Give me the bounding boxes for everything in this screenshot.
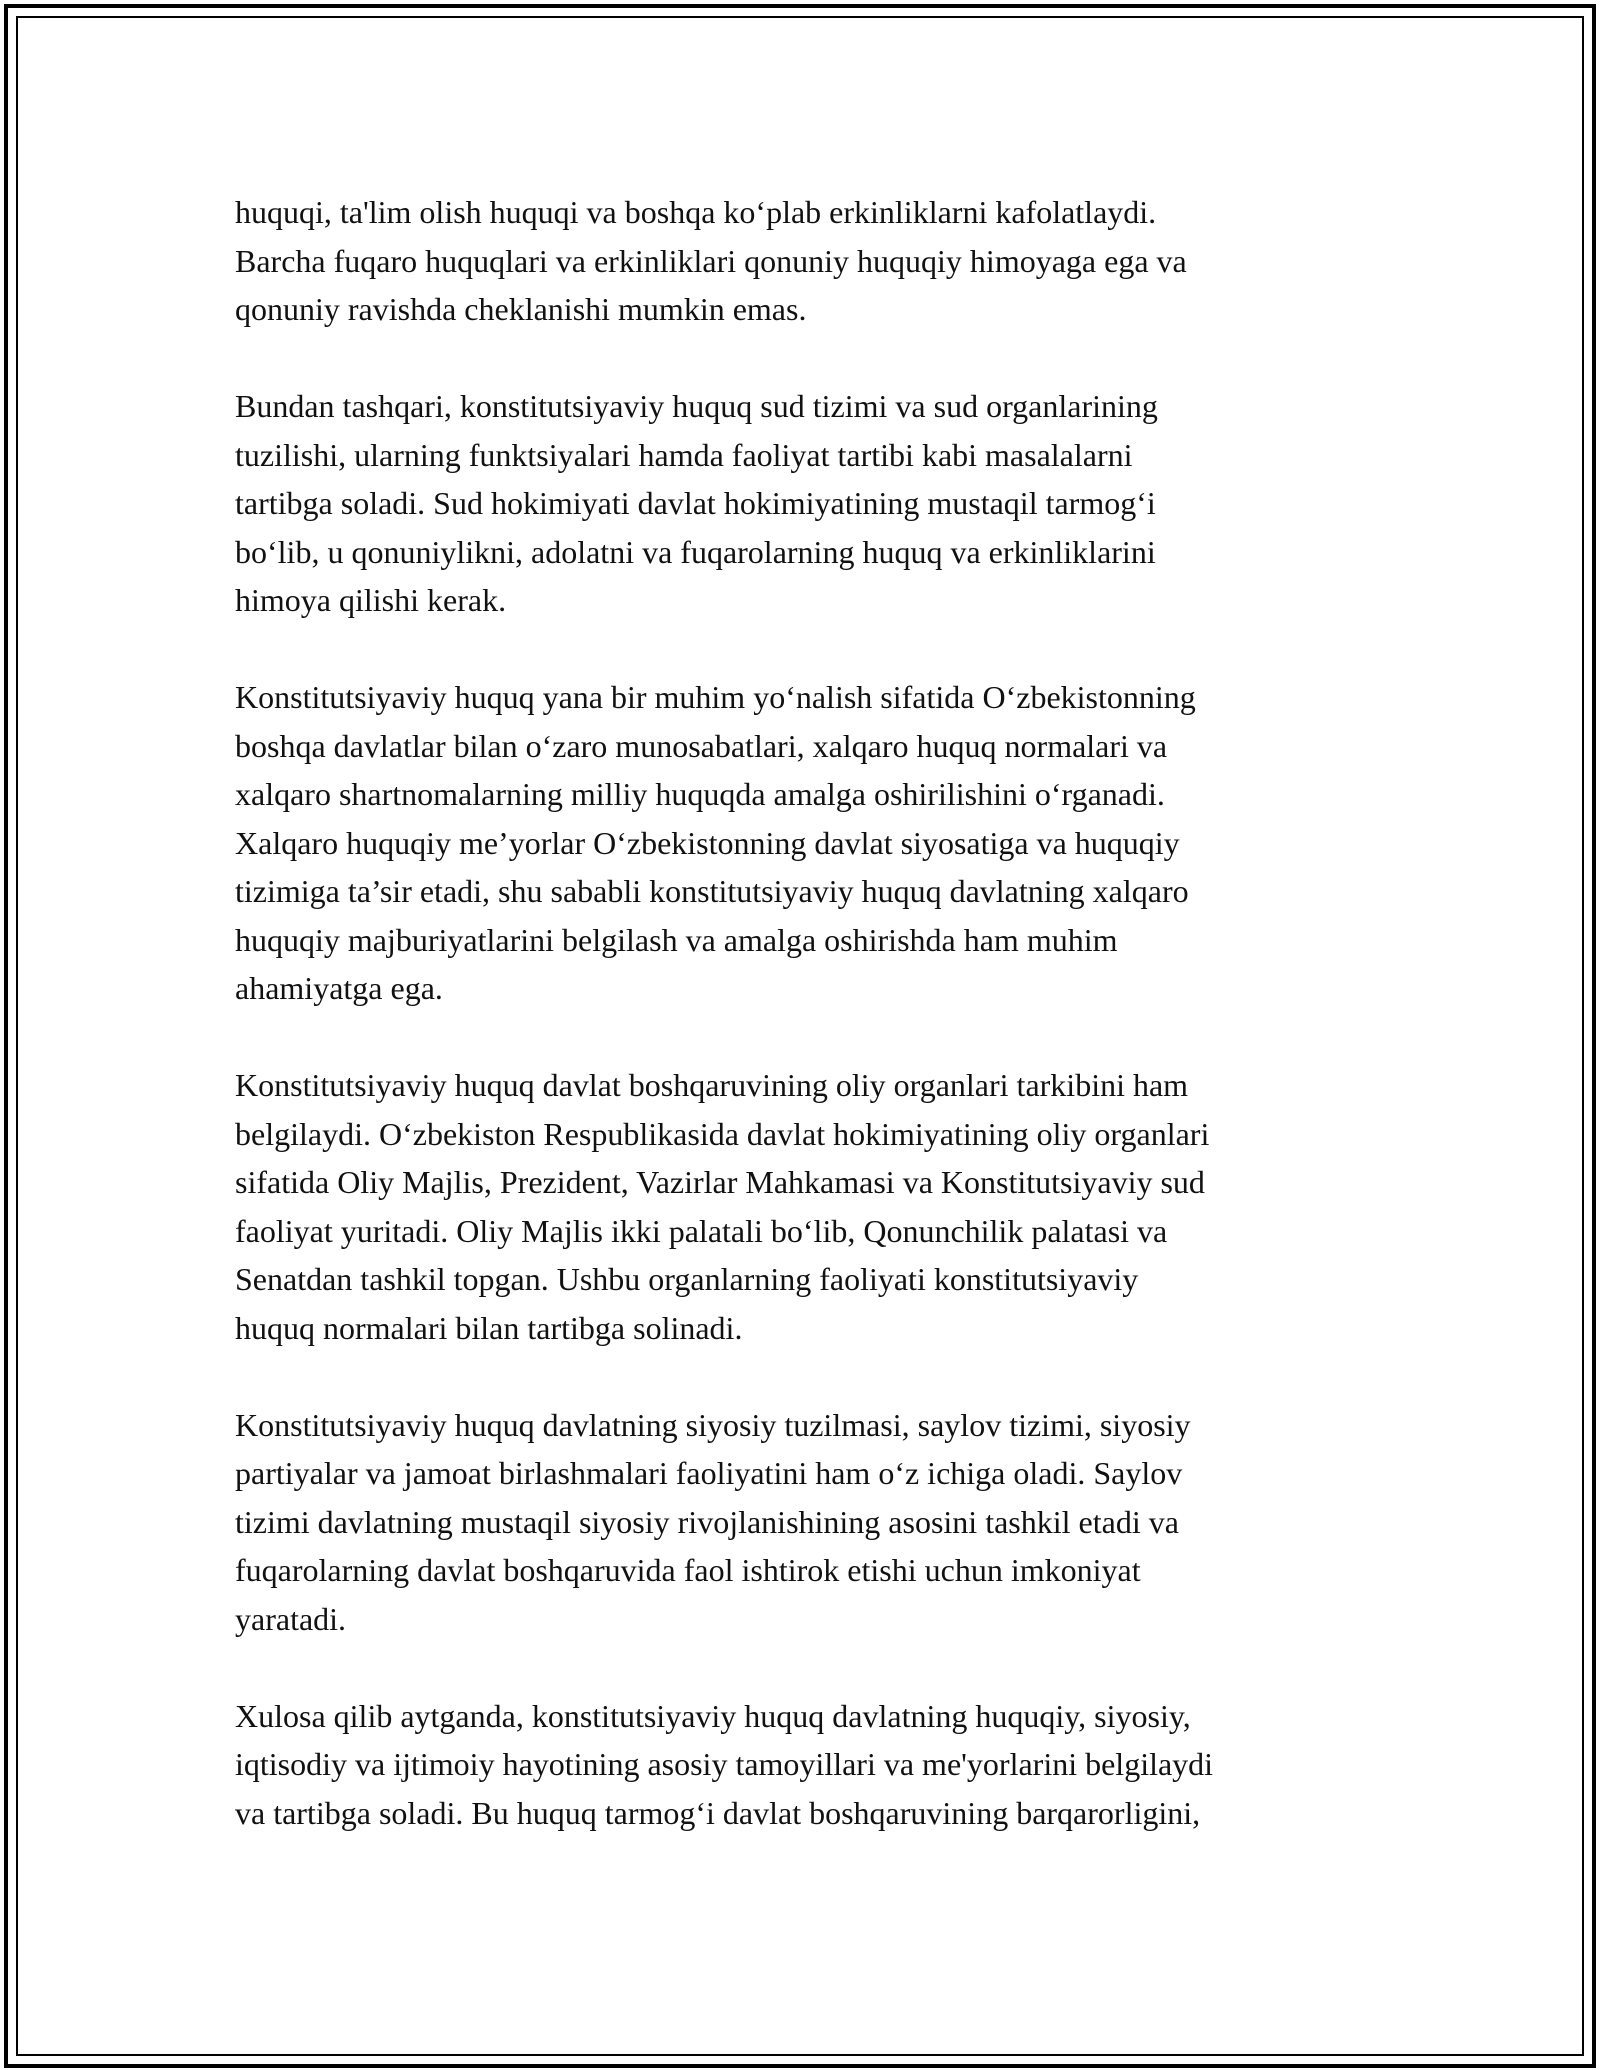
paragraph-4: Konstitutsiyaviy huquq davlat boshqaruvining oliy organlari tarkibini ham belgilaydi. O‘zbekiston Respublikasida davlat hokimiyatining oliy organlari sifatida Oliy Majlis, Prezident, Vazirlar Mahkamasi va Konstitutsiyaviy sud faoliyat yuritadi. Oliy Majlis ikki palatali bo‘lib, Qonunchilik palatasi va Senatdan tashkil topgan. Ushbu organlarning faoliyati konstitutsiyaviy huquq normalari bilan tartibga solinadi. <box>235 1067 1210 1346</box>
document-body <box>235 188 1375 1837</box>
paragraph-2: Bundan tashqari, konstitutsiyaviy huquq sud tizimi va sud organlarining tuzilishi, ularning funktsiyalari hamda faoliyat tartibi kabi masalalarni tartibga soladi. Sud hokimiyati davlat hokimiyatining mustaqil tarmog‘i bo‘lib, u qonuniylikni, adolatni va fuqarolarning huquq va erkinliklarini himoya qilishi kerak. <box>235 388 1158 618</box>
paragraph-3: Konstitutsiyaviy huquq yana bir muhim yo‘nalish sifatida O‘zbekistonning boshqa davlatlar bilan o‘zaro munosabatlari, xalqaro huquq normalari va xalqaro shartnomalarning milliy huquqda amalga oshirilishini o‘rganadi. Xalqaro huquqiy me’yorlar O‘zbekistonning davlat siyosatiga va huquqiy tizimiga ta’sir etadi, shu sababli konstitutsiyaviy huquq davlatning xalqaro huquqiy majburiyatlarini belgilash va amalga oshirishda ham muhim ahamiyatga ega. <box>235 679 1196 1006</box>
paragraph-5: Konstitutsiyaviy huquq davlatning siyosiy tuzilmasi, saylov tizimi, siyosiy partiyalar va jamoat birlashmalari faoliyatini ham o‘z ichiga oladi. Saylov tizimi davlatning mustaqil siyosiy rivojlanishining asosini tashkil etadi va fuqarolarning davlat boshqaruvida faol ishtirok etishi uchun imkoniyat yaratadi. <box>235 1406 1191 1637</box>
paragraph-1: huquqi, ta'lim olish huquqi va boshqa ko‘plab erkinliklarni kafolatlaydi. Barcha fuqaro huquqlari va erkinliklari qonuniy huquqiy himoyaga ega va qonuniy ravishda cheklanishi mumkin emas. <box>235 194 1187 327</box>
paragraph-6: Xulosa qilib aytganda, konstitutsiyaviy huquq davlatning huquqiy, siyosiy, iqtisodiy va ijtimoiy hayotining asosiy tamoyillari va me'yorlarini belgilaydi va tartibga soladi. Bu huquq tarmog‘i davlat boshqaruvining barqarorligini, <box>235 1697 1214 1831</box>
